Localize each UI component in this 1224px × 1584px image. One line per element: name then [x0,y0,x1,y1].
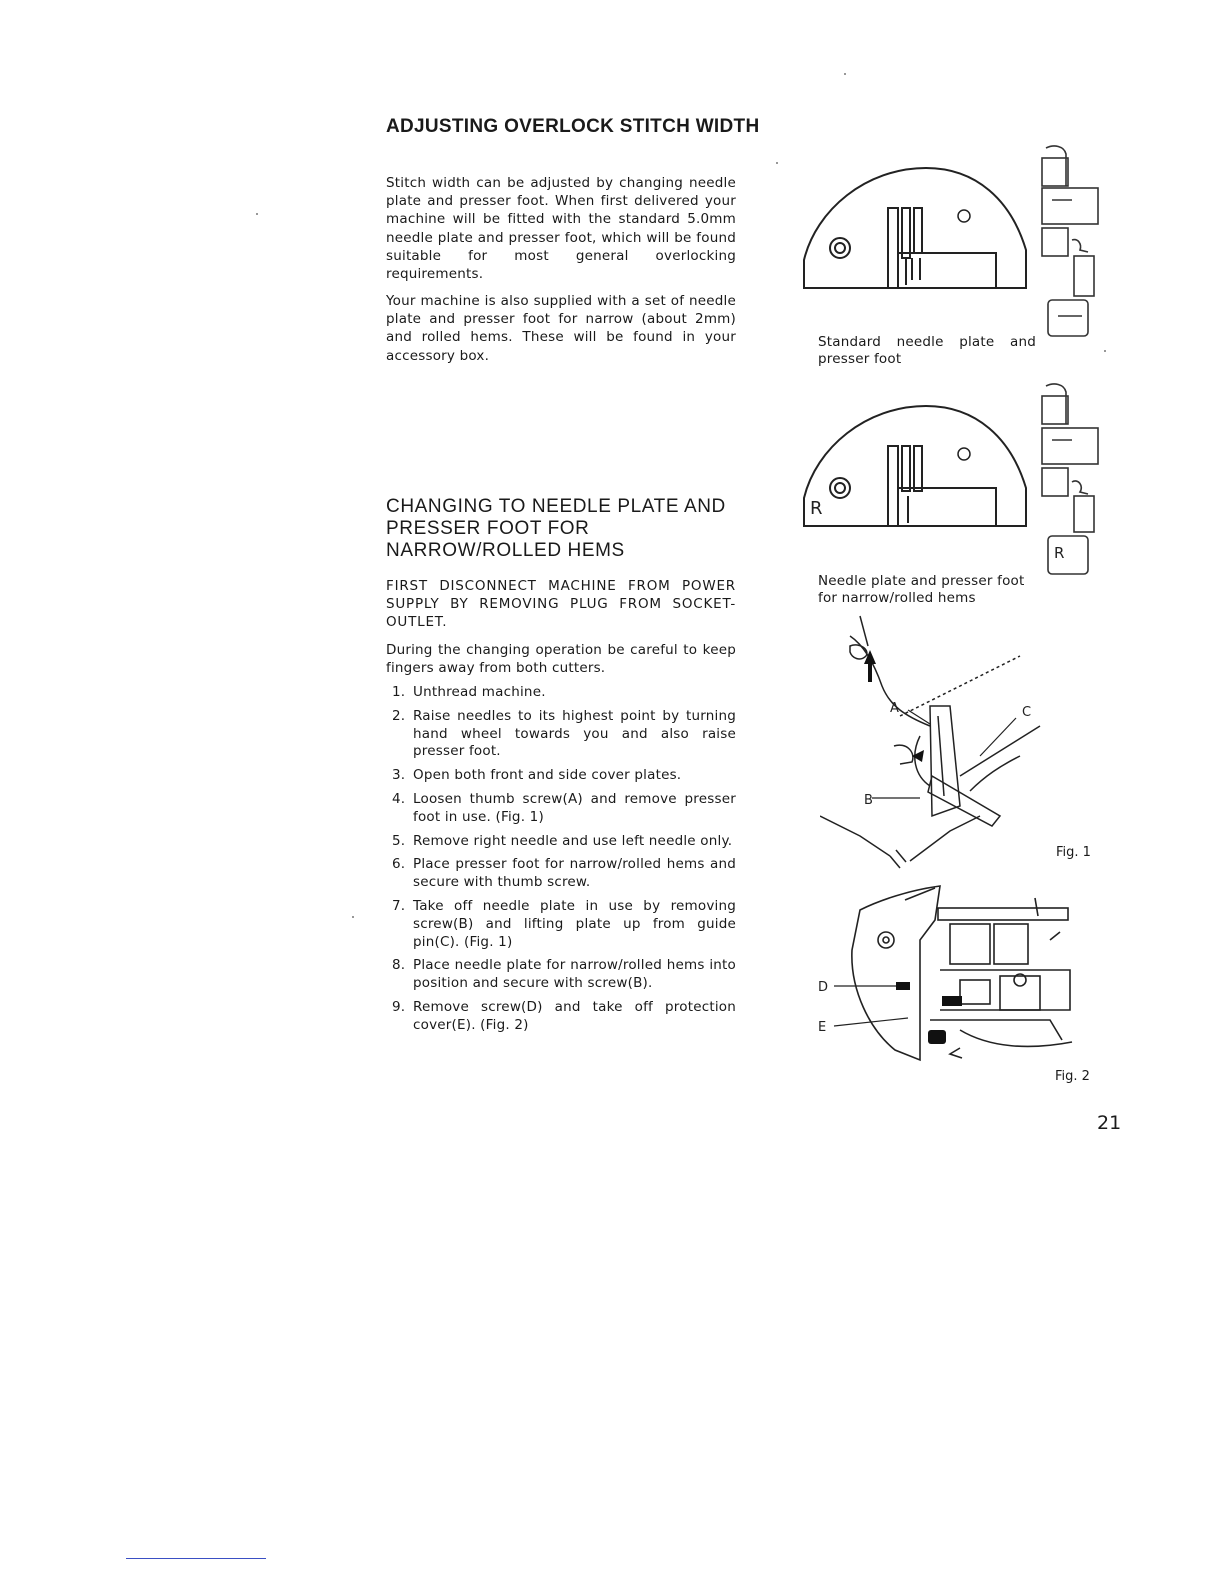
step-list [386,684,736,1041]
standard-plate-caption: Standard needle plate and presser foot [818,333,1036,367]
callout-e: E [818,1020,827,1035]
intro-paragraph: Stitch width can be adjusted by changing needle plate and presser foot. When first delivered your machine will be fitted with the standard 5.0mm needle plate and presser foot, which will be found suitable for most general overlocking requirements. [386,175,736,283]
scan-speck [844,73,846,75]
callout-c: C [1022,705,1032,720]
narrow-plate-caption: Needle plate and presser foot for narrow/rolled hems [818,572,1025,606]
fig1-presser-foot-removal-illustration [820,606,1050,876]
footer-rule [126,1558,266,1559]
screw-d-icon [896,982,910,990]
callout-b: B [864,793,873,808]
step-item: 2. Raise needles to its highest point by turning hand wheel towards you and also raise presser foot. [392,707,736,760]
accessory-paragraph: Your machine is also supplied with a set of needle plate and presser foot for narrow (about 2mm) and rolled hems. These will be found in your accessory box. [386,293,736,364]
step-item: 4. Loosen thumb screw(A) and remove presser foot in use. (Fig. 1) [392,790,736,825]
step-item: 5. Remove right needle and use left needle only. [392,832,733,849]
fig2-protection-cover-illustration [810,880,1080,1070]
foot-mark: R [1054,544,1065,562]
cutter-caution: During the changing operation be careful to keep fingers away from both cutters. [386,642,736,677]
step-item: 9. Remove screw(D) and take off protection cover(E). (Fig. 2) [392,998,736,1033]
scan-speck [256,213,258,215]
section-heading-stitch-width: ADJUSTING OVERLOCK STITCH WIDTH [386,116,760,137]
scan-speck [352,916,354,918]
fig1-label: Fig. 1 [1056,845,1091,860]
step-item: 6. Place presser foot for narrow/rolled hems and secure with thumb screw. [392,856,736,891]
fig2-label: Fig. 2 [1055,1069,1090,1084]
narrow-presser-foot-icon [1042,384,1098,574]
scan-speck [1104,350,1106,352]
narrow-plate-mark: R [810,498,823,519]
callout-a: A [890,701,899,716]
direction-arrow-icon [912,750,924,762]
standard-needle-plate-illustration [796,140,1106,345]
step-item: 8. Place needle plate for narrow/rolled hems into position and secure with screw(B). [392,957,736,992]
section-heading-changing-plate: CHANGING TO NEEDLE PLATE AND PRESSER FOOT FOR NARROW/ROLLED HEMS [386,496,726,561]
power-warning: FIRST DISCONNECT MACHINE FROM POWER SUPPLY BY REMOVING PLUG FROM SOCKET-OUTLET. [386,578,736,631]
step-item: 7. Take off needle plate in use by removing screw(B) and lifting plate up from guide pin(C). (Fig. 1) [392,897,736,950]
step-item: 3. Open both front and side cover plates. [392,767,682,784]
scan-speck [776,162,778,164]
narrow-needle-plate-illustration [796,378,1106,583]
standard-presser-foot-icon [1042,146,1098,336]
callout-d: D [818,980,829,995]
step-item: 1. Unthread machine. [392,684,546,700]
page-number: 21 [1097,1112,1122,1134]
